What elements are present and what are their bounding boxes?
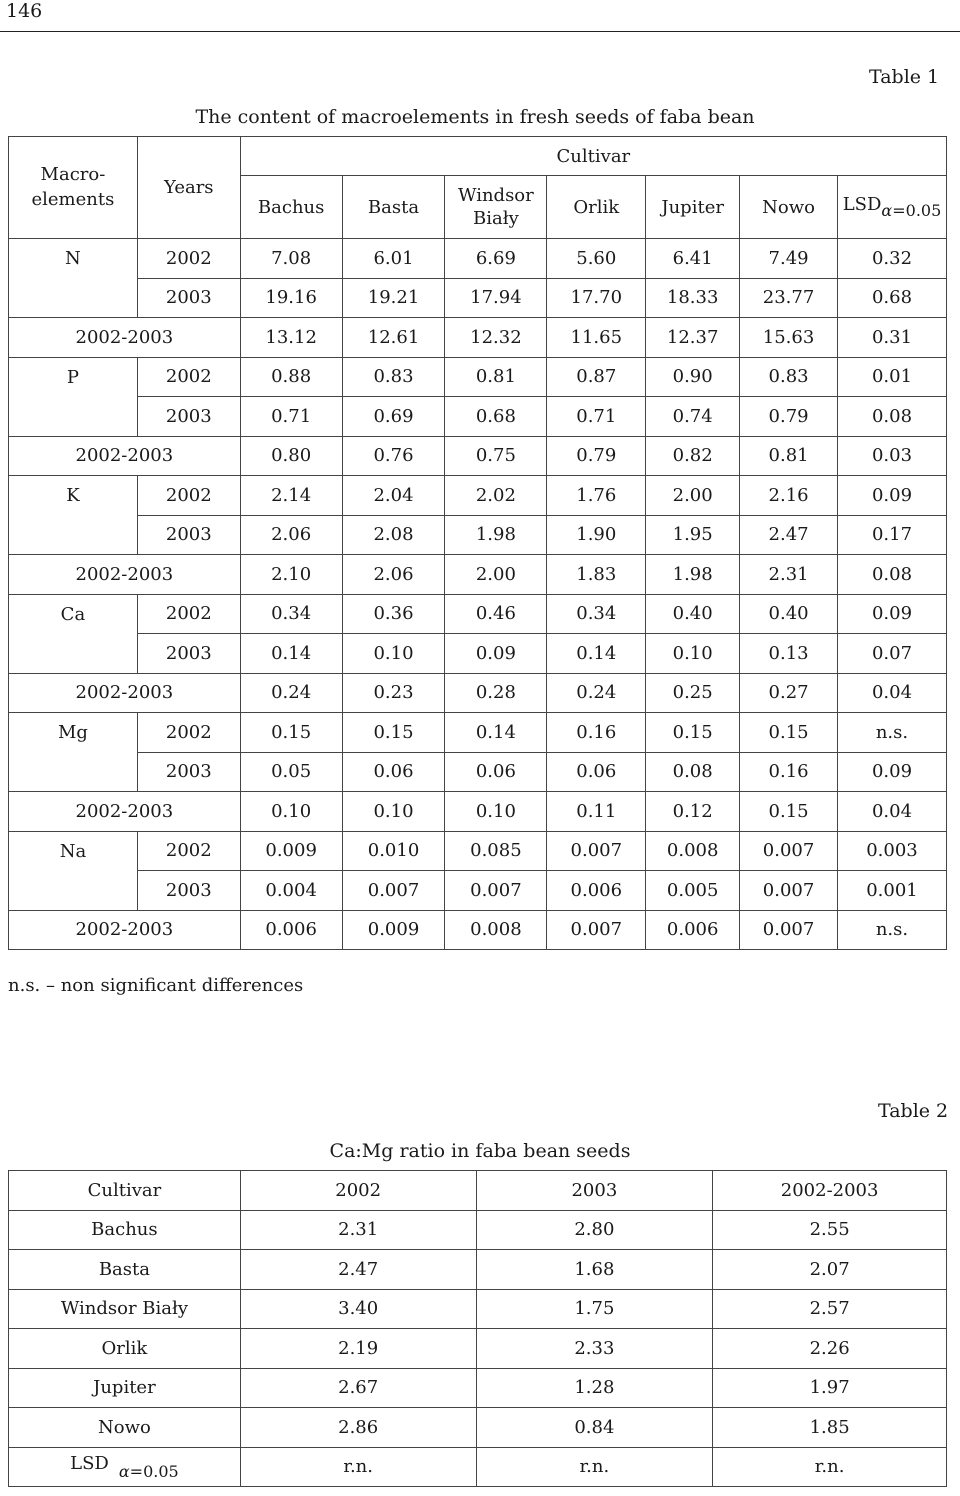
table-row <box>9 278 947 318</box>
value-cell: 0.10 <box>342 792 445 832</box>
year-cell: 2003 <box>137 871 240 911</box>
element-cell-empty <box>9 752 138 792</box>
ca-mg-ratio-table <box>8 1170 947 1487</box>
table-row <box>9 752 947 792</box>
lsd-label: LSD <box>842 194 882 215</box>
value-cell: 2.00 <box>445 555 547 595</box>
value-cell: 0.09 <box>837 594 946 634</box>
value-cell: 13.12 <box>240 318 342 358</box>
element-cell: Ca <box>9 594 138 634</box>
value-cell: 0.24 <box>240 673 342 713</box>
value-cell: 2.16 <box>740 476 838 516</box>
value-cell: 0.007 <box>342 871 445 911</box>
cultivar-column-header: Jupiter <box>646 176 740 239</box>
cultivar-cell: Jupiter <box>9 1368 241 1408</box>
year-cell: 2002 <box>137 239 240 279</box>
value-cell: 2.47 <box>240 1250 476 1290</box>
value-cell: 0.006 <box>240 910 342 950</box>
value-cell: 0.84 <box>476 1408 713 1448</box>
value-cell: 2.55 <box>713 1210 947 1250</box>
lsd-significance-level: =0.05 <box>892 201 942 220</box>
value-cell: 2.26 <box>713 1329 947 1369</box>
value-cell: 1.75 <box>476 1289 713 1329</box>
value-cell: 0.83 <box>740 357 838 397</box>
value-cell: 0.09 <box>445 634 547 674</box>
table2-title: Ca:Mg ratio in faba bean seeds <box>329 1140 631 1162</box>
element-cell-empty <box>9 397 138 437</box>
value-cell: r.n. <box>713 1447 947 1487</box>
value-cell: 0.25 <box>646 673 740 713</box>
value-cell: 0.34 <box>240 594 342 634</box>
value-cell: 0.83 <box>342 357 445 397</box>
lsd-alpha-symbol: α <box>881 201 893 220</box>
table-row <box>9 1329 947 1369</box>
value-cell: 0.27 <box>740 673 838 713</box>
mean-row <box>9 792 947 832</box>
value-cell: n.s. <box>837 713 946 753</box>
value-cell: 0.32 <box>837 239 946 279</box>
year-cell: 2002 <box>137 713 240 753</box>
value-cell: 0.40 <box>646 594 740 634</box>
element-cell: P <box>9 357 138 397</box>
value-cell: 2.00 <box>646 476 740 516</box>
cultivar-column-header: Nowo <box>740 176 838 239</box>
value-cell: 1.83 <box>547 555 646 595</box>
mean-year-cell: 2002-2003 <box>9 436 241 476</box>
cultivar-column-header: Windsor Biały <box>445 176 547 239</box>
value-cell: 0.36 <box>342 594 445 634</box>
cultivar-cell: Orlik <box>9 1329 241 1369</box>
value-cell: 0.04 <box>837 792 946 832</box>
macroelements-header: Macro- elements <box>9 137 138 239</box>
column-header: 2002-2003 <box>713 1171 947 1211</box>
value-cell: 0.87 <box>547 357 646 397</box>
value-cell: 0.03 <box>837 436 946 476</box>
value-cell: 19.21 <box>342 278 445 318</box>
value-cell: 2.06 <box>342 555 445 595</box>
value-cell: 2.80 <box>476 1210 713 1250</box>
table-row <box>9 871 947 911</box>
value-cell: 0.23 <box>342 673 445 713</box>
value-cell: 1.76 <box>547 476 646 516</box>
value-cell: 0.81 <box>740 436 838 476</box>
value-cell: 2.04 <box>342 476 445 516</box>
value-cell: 0.09 <box>837 476 946 516</box>
value-cell: r.n. <box>240 1447 476 1487</box>
value-cell: 0.16 <box>740 752 838 792</box>
value-cell: 11.65 <box>547 318 646 358</box>
table-row <box>9 1289 947 1329</box>
value-cell: 0.71 <box>547 397 646 437</box>
macroelements-table <box>8 136 947 950</box>
value-cell: 7.49 <box>740 239 838 279</box>
mean-row <box>9 555 947 595</box>
value-cell: 0.085 <box>445 831 547 871</box>
value-cell: 0.07 <box>837 634 946 674</box>
cultivar-column-header: Basta <box>342 176 445 239</box>
mean-row <box>9 910 947 950</box>
value-cell: 0.08 <box>837 397 946 437</box>
table-header-row <box>9 1171 947 1211</box>
value-cell: 12.61 <box>342 318 445 358</box>
value-cell: 0.15 <box>646 713 740 753</box>
cultivar-cell: Windsor Biały <box>9 1289 241 1329</box>
value-cell: 0.71 <box>240 397 342 437</box>
value-cell: 5.60 <box>547 239 646 279</box>
value-cell: 1.28 <box>476 1368 713 1408</box>
table2-label: Table 2 <box>878 1100 949 1122</box>
value-cell: 0.004 <box>240 871 342 911</box>
cultivar-cell: Basta <box>9 1250 241 1290</box>
value-cell: 2.07 <box>713 1250 947 1290</box>
element-cell: K <box>9 476 138 516</box>
value-cell: 7.08 <box>240 239 342 279</box>
year-cell: 2002 <box>137 831 240 871</box>
value-cell: 1.85 <box>713 1408 947 1448</box>
table-row <box>9 1368 947 1408</box>
mean-row <box>9 673 947 713</box>
value-cell: 0.81 <box>445 357 547 397</box>
value-cell: 0.79 <box>740 397 838 437</box>
value-cell: 3.40 <box>240 1289 476 1329</box>
value-cell: 0.15 <box>342 713 445 753</box>
year-cell: 2003 <box>137 515 240 555</box>
cultivar-column-header: Orlik <box>547 176 646 239</box>
value-cell: 0.15 <box>240 713 342 753</box>
value-cell: 0.008 <box>646 831 740 871</box>
cultivar-header: Cultivar <box>240 137 946 176</box>
value-cell: 0.005 <box>646 871 740 911</box>
value-cell: 2.57 <box>713 1289 947 1329</box>
value-cell: 0.79 <box>547 436 646 476</box>
table1-label: Table 1 <box>869 66 940 88</box>
value-cell: 12.32 <box>445 318 547 358</box>
value-cell: 1.68 <box>476 1250 713 1290</box>
value-cell: 0.01 <box>837 357 946 397</box>
value-cell: 0.06 <box>445 752 547 792</box>
table-row <box>9 634 947 674</box>
mean-year-cell: 2002-2003 <box>9 792 241 832</box>
value-cell: 0.007 <box>445 871 547 911</box>
value-cell: 0.06 <box>547 752 646 792</box>
value-cell: 0.14 <box>445 713 547 753</box>
value-cell: 0.76 <box>342 436 445 476</box>
year-cell: 2003 <box>137 397 240 437</box>
value-cell: 0.88 <box>240 357 342 397</box>
value-cell: 0.001 <box>837 871 946 911</box>
value-cell: 0.008 <box>445 910 547 950</box>
table-row <box>9 594 947 634</box>
value-cell: 0.46 <box>445 594 547 634</box>
value-cell: 6.01 <box>342 239 445 279</box>
value-cell: 0.007 <box>740 871 838 911</box>
mean-row <box>9 318 947 358</box>
value-cell: n.s. <box>837 910 946 950</box>
year-cell: 2002 <box>137 476 240 516</box>
value-cell: 6.69 <box>445 239 547 279</box>
value-cell: 0.006 <box>547 871 646 911</box>
value-cell: 0.40 <box>740 594 838 634</box>
column-header: Cultivar <box>9 1171 241 1211</box>
value-cell: 2.33 <box>476 1329 713 1369</box>
year-cell: 2003 <box>137 278 240 318</box>
value-cell: 0.24 <box>547 673 646 713</box>
element-cell-empty <box>9 278 138 318</box>
mean-year-cell: 2002-2003 <box>9 673 241 713</box>
table-row <box>9 1210 947 1250</box>
value-cell: 0.16 <box>547 713 646 753</box>
value-cell: 2.86 <box>240 1408 476 1448</box>
header-rule <box>0 31 960 32</box>
value-cell: 2.31 <box>240 1210 476 1250</box>
element-cell: N <box>9 239 138 279</box>
value-cell: 0.12 <box>646 792 740 832</box>
value-cell: 0.13 <box>740 634 838 674</box>
value-cell: 0.34 <box>547 594 646 634</box>
table-row <box>9 239 947 279</box>
value-cell: 0.69 <box>342 397 445 437</box>
lsd-cell <box>9 1447 241 1487</box>
value-cell: 0.09 <box>837 752 946 792</box>
value-cell: 0.11 <box>547 792 646 832</box>
value-cell: 1.98 <box>646 555 740 595</box>
table-row <box>9 1250 947 1290</box>
column-header: 2002 <box>240 1171 476 1211</box>
value-cell: 23.77 <box>740 278 838 318</box>
page-number: 146 <box>6 0 43 22</box>
mean-year-cell: 2002-2003 <box>9 910 241 950</box>
value-cell: 2.08 <box>342 515 445 555</box>
value-cell: 1.97 <box>713 1368 947 1408</box>
value-cell: 0.08 <box>837 555 946 595</box>
value-cell: 0.04 <box>837 673 946 713</box>
value-cell: 12.37 <box>646 318 740 358</box>
element-cell: Na <box>9 831 138 871</box>
lsd-alpha-symbol: α <box>118 1461 130 1481</box>
value-cell: 0.17 <box>837 515 946 555</box>
table1-title: The content of macroelements in fresh seeds of faba bean <box>195 106 755 128</box>
cultivar-cell: Bachus <box>9 1210 241 1250</box>
column-header: 2003 <box>476 1171 713 1211</box>
year-cell: 2002 <box>137 594 240 634</box>
value-cell: 18.33 <box>646 278 740 318</box>
value-cell: 0.003 <box>837 831 946 871</box>
value-cell: 0.10 <box>240 792 342 832</box>
value-cell: 2.10 <box>240 555 342 595</box>
value-cell: 0.06 <box>342 752 445 792</box>
value-cell: 0.010 <box>342 831 445 871</box>
value-cell: 0.007 <box>740 910 838 950</box>
value-cell: 1.95 <box>646 515 740 555</box>
table-row <box>9 397 947 437</box>
value-cell: 0.80 <box>240 436 342 476</box>
value-cell: 0.08 <box>646 752 740 792</box>
value-cell: 0.10 <box>342 634 445 674</box>
element-cell-empty <box>9 634 138 674</box>
value-cell: 0.007 <box>547 910 646 950</box>
value-cell: 2.47 <box>740 515 838 555</box>
value-cell: 0.05 <box>240 752 342 792</box>
value-cell: 0.90 <box>646 357 740 397</box>
value-cell: 0.10 <box>445 792 547 832</box>
value-cell: 0.14 <box>240 634 342 674</box>
value-cell: 1.98 <box>445 515 547 555</box>
lsd-column-header <box>837 176 946 239</box>
value-cell: 0.15 <box>740 713 838 753</box>
value-cell: 0.007 <box>740 831 838 871</box>
value-cell: 2.67 <box>240 1368 476 1408</box>
value-cell: 0.007 <box>547 831 646 871</box>
value-cell: 0.28 <box>445 673 547 713</box>
lsd-significance-level: =0.05 <box>129 1461 179 1481</box>
value-cell: 15.63 <box>740 318 838 358</box>
table-row <box>9 831 947 871</box>
value-cell: 0.82 <box>646 436 740 476</box>
value-cell: 2.02 <box>445 476 547 516</box>
value-cell: 0.14 <box>547 634 646 674</box>
table-row <box>9 1408 947 1448</box>
mean-year-cell: 2002-2003 <box>9 318 241 358</box>
value-cell: 17.94 <box>445 278 547 318</box>
value-cell: 0.15 <box>740 792 838 832</box>
value-cell: 0.10 <box>646 634 740 674</box>
element-cell-empty <box>9 871 138 911</box>
value-cell: 19.16 <box>240 278 342 318</box>
value-cell: 1.90 <box>547 515 646 555</box>
value-cell: 0.75 <box>445 436 547 476</box>
year-cell: 2002 <box>137 357 240 397</box>
value-cell: 0.006 <box>646 910 740 950</box>
element-cell: Mg <box>9 713 138 753</box>
value-cell: 2.14 <box>240 476 342 516</box>
table-row <box>9 515 947 555</box>
value-cell: 0.68 <box>837 278 946 318</box>
value-cell: 0.68 <box>445 397 547 437</box>
year-cell: 2003 <box>137 634 240 674</box>
value-cell: 0.74 <box>646 397 740 437</box>
macroelements-table-body <box>9 239 947 950</box>
lsd-label: LSD <box>70 1452 109 1474</box>
value-cell: 6.41 <box>646 239 740 279</box>
years-header: Years <box>137 137 240 239</box>
cultivar-cell: Nowo <box>9 1408 241 1448</box>
element-cell-empty <box>9 515 138 555</box>
lsd-row <box>9 1447 947 1487</box>
cultivar-column-header: Bachus <box>240 176 342 239</box>
year-cell: 2003 <box>137 752 240 792</box>
value-cell: 2.19 <box>240 1329 476 1369</box>
value-cell: 0.31 <box>837 318 946 358</box>
value-cell: 17.70 <box>547 278 646 318</box>
value-cell: 2.31 <box>740 555 838 595</box>
ca-mg-ratio-table-body <box>9 1171 947 1487</box>
table-row <box>9 476 947 516</box>
table-row <box>9 713 947 753</box>
value-cell: r.n. <box>476 1447 713 1487</box>
value-cell: 2.06 <box>240 515 342 555</box>
value-cell: 0.009 <box>342 910 445 950</box>
mean-year-cell: 2002-2003 <box>9 555 241 595</box>
mean-row <box>9 436 947 476</box>
value-cell: 0.009 <box>240 831 342 871</box>
table-row <box>9 357 947 397</box>
footnote: n.s. – non significant differences <box>8 975 304 996</box>
